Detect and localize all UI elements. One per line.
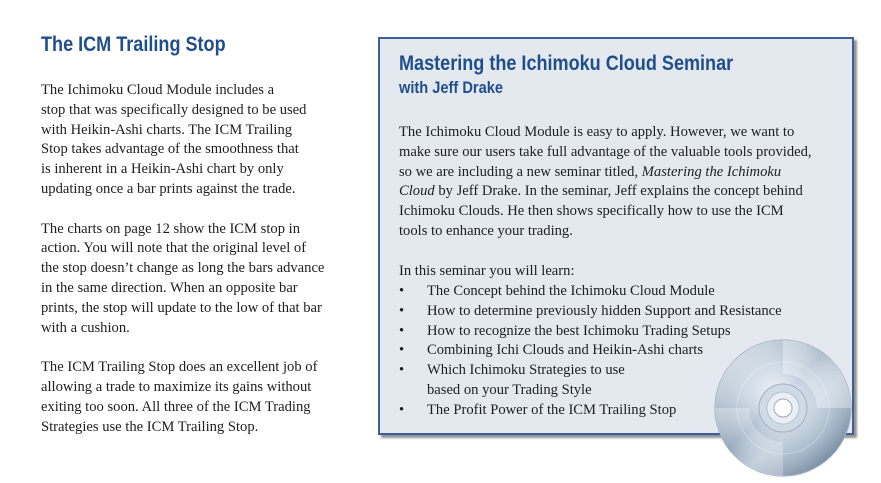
paragraph-line: make sure our users take full advantage of the valuable tools provided, [399, 143, 812, 160]
paragraph-line: with a cushion. [41, 319, 130, 336]
list-item-text: Which Ichimoku Strategies to use [427, 362, 625, 379]
paragraph-3 [41, 358, 361, 437]
paragraph-line: in the same direction. When an opposite bar [41, 279, 298, 296]
paragraph-line: is inherent in a Heikin-Ashi chart by only [41, 161, 284, 178]
list-item [399, 302, 782, 322]
seminar-title: Mastering the Ichimoku Cloud Seminar [399, 52, 734, 75]
paragraph-line: the stop doesn’t change as long the bars advance [41, 260, 325, 277]
paragraph-line [399, 163, 812, 183]
paragraph-line [399, 182, 812, 202]
list-item-text: How to recognize the best Ichimoku Trading Setups [427, 322, 731, 339]
bullet-icon: • [399, 401, 405, 418]
paragraph-line: Stop takes advantage of the smoothness that [41, 141, 299, 158]
paragraph-line: tools to enhance your trading. [399, 222, 573, 239]
paragraph-line: exiting too soon. All three of the ICM Trading [41, 398, 311, 415]
section-heading: The ICM Trailing Stop [41, 33, 226, 56]
paragraph-2 [41, 220, 361, 339]
bullet-icon: • [399, 362, 405, 379]
bullet-icon: • [399, 322, 405, 339]
paragraph-1 [41, 81, 361, 200]
seminar-name-italic: Mastering the Ichimoku [641, 163, 782, 180]
list-item-text: Combining Ichi Clouds and Heikin-Ashi charts [427, 342, 704, 359]
bullet-icon: • [399, 302, 405, 319]
seminar-name-italic: Cloud [399, 183, 435, 200]
seminar-subtitle: with Jeff Drake [399, 78, 504, 97]
list-item-text: How to determine previously hidden Support and Resistance [427, 302, 782, 319]
paragraph-line: allowing a trade to maximize its gains without [41, 378, 312, 395]
list-item-text: based on your Trading Style [427, 381, 592, 398]
paragraph-line: Strategies use the ICM Trailing Stop. [41, 418, 259, 435]
paragraph-line: The Ichimoku Cloud Module includes a [41, 82, 275, 98]
intro-text: so we are including a new seminar titled, [399, 163, 642, 180]
cd-disc-icon [713, 338, 853, 478]
list-item [399, 282, 782, 302]
paragraph-line: Ichimoku Clouds. He then shows specifically how to use the ICM [399, 203, 784, 220]
seminar-intro [399, 123, 812, 242]
learn-heading: In this seminar you will learn: [399, 263, 575, 279]
left-column [41, 33, 361, 437]
paragraph-line: stop that was specifically designed to be used [41, 101, 307, 118]
list-item-text: The Concept behind the Ichimoku Cloud Module [427, 283, 715, 299]
paragraph-line: The charts on page 12 show the ICM stop in [41, 220, 300, 237]
paragraph-line: action. You will note that the original level of [41, 240, 307, 257]
paragraph-line: The ICM Trailing Stop does an excellent job of [41, 359, 318, 376]
paragraph-line: The Ichimoku Cloud Module is easy to apply. However, we want to [399, 124, 795, 140]
paragraph-line: updating once a bar prints against the trade. [41, 180, 296, 197]
paragraph-line: with Heikin-Ashi charts. The ICM Trailing [41, 121, 293, 138]
list-item-text: The Profit Power of the ICM Trailing Stop [427, 401, 677, 418]
intro-text: by Jeff Drake. In the seminar, Jeff explains the concept behind [434, 183, 803, 200]
bullet-icon: • [399, 342, 405, 359]
bullet-icon: • [399, 283, 405, 299]
paragraph-line: prints, the stop will update to the low of that bar [41, 299, 322, 316]
